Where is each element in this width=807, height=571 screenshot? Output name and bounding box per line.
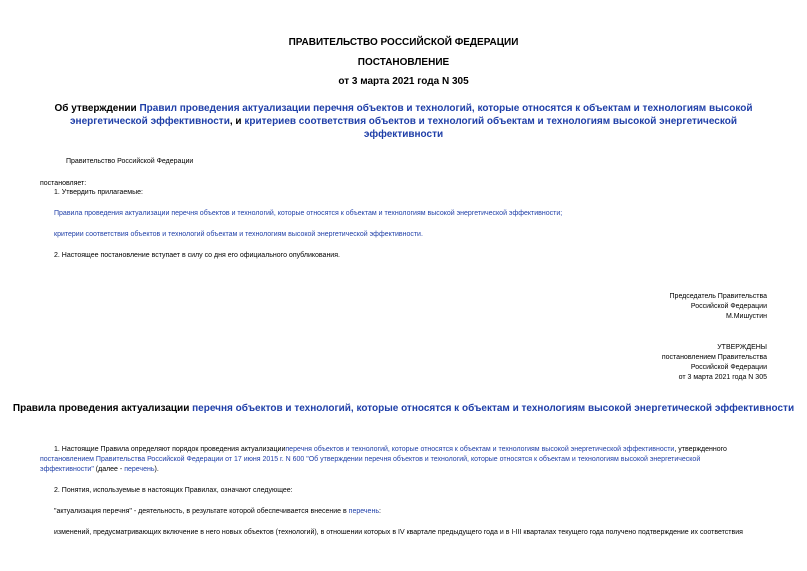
rules-p2: 2. Понятия, используемые в настоящих Правилах, означают следующее:: [54, 487, 293, 494]
link-rules[interactable]: Правила проведения актуализации перечня объектов и технологий, которые относятся к объектам и технологиям высокой энергетической эффективности;: [54, 210, 563, 217]
document-type: ПОСТАНОВЛЕНИЕ: [357, 57, 450, 68]
rules-p1-line3-mid: (далее -: [93, 466, 125, 473]
rules-p3: [54, 507, 381, 516]
rules-p4: изменений, предусматривающих включение в него новых объектов (технологий), в отношении которых в IV квартале предыдущего года и в I-III кварталах текущего года получено подтверждение их соответствия: [54, 529, 743, 536]
rules-p1-link-list-short[interactable]: перечень: [124, 466, 155, 473]
rules-p3-link[interactable]: перечень: [348, 508, 379, 515]
rules-p1-mid: , утвержденного: [674, 446, 727, 453]
approved-line-4: от 3 марта 2021 года N 305: [678, 374, 767, 381]
title-link-rules[interactable]: Правил проведения актуализации перечня объектов и технологий, которые относятся к объектам и технологиям высокой энергетической эффективности: [70, 103, 753, 127]
rules-p3-start: "актуализация перечня" - деятельность, в результате которой обеспечивается внесение в: [54, 508, 349, 515]
rules-title: [0, 403, 807, 414]
rules-p1-line3-end: ).: [154, 466, 159, 473]
rules-p1-link-decree-end[interactable]: эффективности": [40, 466, 94, 473]
approved-line-1: УТВЕРЖДЕНЫ: [717, 344, 767, 351]
government-line: Правительство Российской Федерации: [66, 158, 194, 165]
resolves-text: постановляет:: [40, 180, 87, 187]
rules-p1-start: 1. Настоящие Правила определяют порядок проведения актуализации: [54, 446, 286, 453]
signature-line-2: Российской Федерации: [690, 303, 767, 310]
title-link-criteria[interactable]: критериев соответствия объектов и технологий объектам и технологиям высокой энергетической эффективности: [244, 116, 737, 140]
rules-title-link[interactable]: перечня объектов и технологий, которые относятся к объектам и технологиям высокой энергетической эффективности: [192, 403, 795, 414]
rules-p1-link-decree[interactable]: постановлением Правительства Российской Федерации от 17 июня 2015 г. N 600 "Об утверждении перечня объектов и технологий, которые относятся к объектам и технологиям высокой энергетической: [40, 456, 701, 463]
signature-name: М.Мишустин: [725, 313, 767, 320]
government-header: ПРАВИТЕЛЬСТВО РОССИЙСКОЙ ФЕДЕРАЦИИ: [288, 37, 519, 48]
rules-title-prefix: Правила проведения актуализации: [12, 403, 193, 414]
item-1: 1. Утвердить прилагаемые:: [54, 189, 143, 196]
approved-line-2: постановлением Правительства: [661, 354, 767, 361]
rules-p1-line3: [40, 465, 159, 474]
rules-p3-end: :: [378, 508, 381, 515]
link-criteria[interactable]: критерии соответствия объектов и технологий объектам и технологиям высокой энергетической эффективности.: [54, 231, 423, 238]
rules-p1-link-list[interactable]: перечня объектов и технологий, которые относятся к объектам и технологиям высокой энергетической эффективности: [285, 446, 675, 453]
document-date-number: от 3 марта 2021 года N 305: [338, 76, 469, 87]
signature-line-1: Председатель Правительства: [669, 293, 767, 300]
rules-p1-line1: [54, 445, 727, 454]
title-middle: , и: [229, 116, 245, 127]
document-title: [40, 102, 767, 141]
item-2: 2. Настоящее постановление вступает в силу со дня его официального опубликования.: [54, 252, 340, 259]
approved-line-3: Российской Федерации: [690, 364, 767, 371]
title-prefix: Об утверждении: [54, 103, 140, 114]
